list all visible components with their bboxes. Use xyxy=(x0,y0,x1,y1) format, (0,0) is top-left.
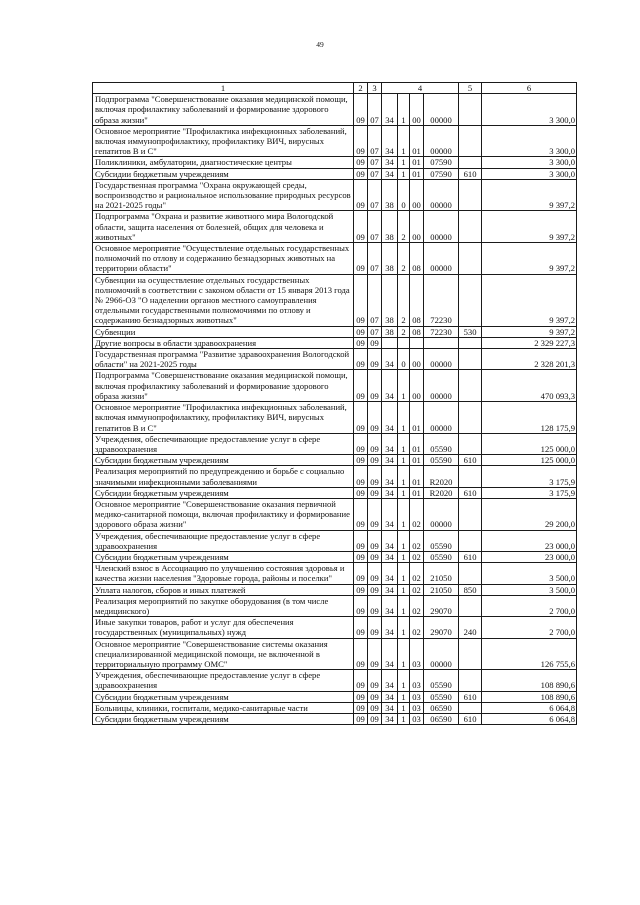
row-activity: 02 xyxy=(410,584,424,595)
row-activity: 00 xyxy=(410,179,424,211)
row-activity: 02 xyxy=(410,530,424,551)
budget-table xyxy=(92,82,577,725)
row-name: Иные закупки товаров, работ и услуг для обеспечения государственных (муниципальных) нужд xyxy=(93,617,354,638)
row-name: Учреждения, обеспечивающие предоставление услуг в сфере здравоохранения xyxy=(93,670,354,691)
row-activity: 08 xyxy=(410,243,424,275)
row-direction: 00000 xyxy=(424,498,459,530)
row-section: 09 xyxy=(354,337,368,348)
row-expense-type xyxy=(459,595,482,616)
row-direction: 00000 xyxy=(424,349,459,370)
row-name: Основное мероприятие "Совершенствование оказания первичной медико-санитарной помощи, включая профилактику и формирование здорового образа жизни" xyxy=(93,498,354,530)
row-program: 34 xyxy=(382,617,398,638)
row-amount: 6 064,8 xyxy=(482,713,577,724)
row-expense-type xyxy=(459,530,482,551)
row-amount: 3 500,0 xyxy=(482,563,577,584)
table-row xyxy=(93,157,577,168)
row-name: Реализация мероприятий по предупреждению и борьбе с социально значимыми инфекционными заболеваниями xyxy=(93,466,354,487)
row-subprogram: 1 xyxy=(398,168,410,179)
row-direction: 72230 xyxy=(424,326,459,337)
row-expense-type: 610 xyxy=(459,487,482,498)
row-name: Членский взнос в Ассоциацию по улучшению состояния здоровья и качества жизни населения "Здоровые города, районы и поселки" xyxy=(93,563,354,584)
row-amount: 108 890,6 xyxy=(482,670,577,691)
row-subprogram: 1 xyxy=(398,638,410,670)
row-section: 09 xyxy=(354,402,368,434)
row-subprogram: 2 xyxy=(398,243,410,275)
table-row xyxy=(93,179,577,211)
row-program: 34 xyxy=(382,94,398,126)
row-amount: 128 175,9 xyxy=(482,402,577,434)
row-subsection: 07 xyxy=(368,157,382,168)
row-subsection: 09 xyxy=(368,551,382,562)
row-program: 38 xyxy=(382,179,398,211)
row-subprogram: 1 xyxy=(398,702,410,713)
row-amount: 2 700,0 xyxy=(482,617,577,638)
row-subprogram: 1 xyxy=(398,563,410,584)
row-subsection: 07 xyxy=(368,125,382,157)
row-subprogram: 1 xyxy=(398,498,410,530)
row-subprogram: 1 xyxy=(398,466,410,487)
row-subprogram: 0 xyxy=(398,179,410,211)
row-subsection: 07 xyxy=(368,168,382,179)
row-section: 09 xyxy=(354,530,368,551)
row-subsection: 07 xyxy=(368,274,382,326)
row-expense-type xyxy=(459,563,482,584)
table-row xyxy=(93,691,577,702)
row-direction: R2020 xyxy=(424,487,459,498)
table-row xyxy=(93,466,577,487)
row-program: 34 xyxy=(382,370,398,402)
row-name: Основное мероприятие "Осуществление отдельных государственных полномочий по отлову и содержанию безнадзорных животных на территории области" xyxy=(93,243,354,275)
row-subprogram: 2 xyxy=(398,274,410,326)
row-name: Подпрограмма "Охрана и развитие животного мира Вологодской области, защита населения от болезней, общих для человека и животных" xyxy=(93,211,354,243)
row-activity: 00 xyxy=(410,370,424,402)
table-row xyxy=(93,595,577,616)
row-subprogram: 1 xyxy=(398,617,410,638)
row-activity: 03 xyxy=(410,638,424,670)
row-expense-type xyxy=(459,402,482,434)
row-expense-type xyxy=(459,179,482,211)
row-program: 34 xyxy=(382,551,398,562)
row-program: 34 xyxy=(382,487,398,498)
row-expense-type: 610 xyxy=(459,551,482,562)
row-activity: 02 xyxy=(410,551,424,562)
row-name: Подпрограмма "Совершенствование оказания медицинской помощи, включая профилактику заболеваний и формирование здорового образа жизни" xyxy=(93,94,354,126)
row-subsection: 09 xyxy=(368,466,382,487)
row-subsection: 09 xyxy=(368,530,382,551)
row-activity: 00 xyxy=(410,211,424,243)
row-program: 38 xyxy=(382,243,398,275)
row-activity: 01 xyxy=(410,402,424,434)
row-program: 34 xyxy=(382,584,398,595)
row-amount: 2 329 227,3 xyxy=(482,337,577,348)
row-expense-type: 610 xyxy=(459,713,482,724)
row-direction: 00000 xyxy=(424,402,459,434)
row-section: 09 xyxy=(354,466,368,487)
row-subprogram: 1 xyxy=(398,713,410,724)
table-row xyxy=(93,702,577,713)
table-row xyxy=(93,617,577,638)
row-program: 34 xyxy=(382,691,398,702)
table-row xyxy=(93,433,577,454)
row-expense-type: 610 xyxy=(459,455,482,466)
row-amount: 9 397,2 xyxy=(482,211,577,243)
row-program: 38 xyxy=(382,326,398,337)
row-subprogram: 1 xyxy=(398,125,410,157)
row-subprogram: 1 xyxy=(398,402,410,434)
table-row xyxy=(93,670,577,691)
row-subsection: 09 xyxy=(368,617,382,638)
row-section: 09 xyxy=(354,243,368,275)
row-direction: 07590 xyxy=(424,168,459,179)
row-section: 09 xyxy=(354,498,368,530)
row-expense-type xyxy=(459,466,482,487)
row-name: Субсидии бюджетным учреждениям xyxy=(93,691,354,702)
row-direction: 05590 xyxy=(424,691,459,702)
row-subsection: 07 xyxy=(368,243,382,275)
row-name: Государственная программа "Развитие здравоохранения Вологодской области" на 2021-2025 годы xyxy=(93,349,354,370)
row-direction: 00000 xyxy=(424,94,459,126)
row-name: Субсидии бюджетным учреждениям xyxy=(93,551,354,562)
row-name: Субсидии бюджетным учреждениям xyxy=(93,487,354,498)
row-program: 38 xyxy=(382,211,398,243)
row-subprogram: 1 xyxy=(398,94,410,126)
row-direction: 00000 xyxy=(424,125,459,157)
row-program: 34 xyxy=(382,125,398,157)
row-name: Государственная программа "Охрана окружающей среды, воспроизводство и рациональное использование природных ресурсов на 2021-2025 годы" xyxy=(93,179,354,211)
row-subsection: 09 xyxy=(368,487,382,498)
row-direction: 05590 xyxy=(424,433,459,454)
table-row xyxy=(93,125,577,157)
table-row xyxy=(93,563,577,584)
row-activity: 00 xyxy=(410,94,424,126)
row-amount: 3 300,0 xyxy=(482,168,577,179)
row-program: 34 xyxy=(382,498,398,530)
row-activity: 02 xyxy=(410,498,424,530)
row-amount: 9 397,2 xyxy=(482,326,577,337)
row-direction: 05590 xyxy=(424,455,459,466)
table-row xyxy=(93,274,577,326)
row-program: 34 xyxy=(382,670,398,691)
row-subprogram xyxy=(398,337,410,348)
row-amount: 470 093,3 xyxy=(482,370,577,402)
row-name: Основное мероприятие "Профилактика инфекционных заболеваний, включая иммунопрофилактику, профилактику ВИЧ, вирусных гепатитов В и С" xyxy=(93,125,354,157)
row-subsection: 09 xyxy=(368,337,382,348)
row-expense-type xyxy=(459,370,482,402)
row-section: 09 xyxy=(354,551,368,562)
row-activity: 01 xyxy=(410,157,424,168)
row-activity: 01 xyxy=(410,487,424,498)
row-name: Подпрограмма "Совершенствование оказания медицинской помощи, включая профилактику заболеваний и формирование здорового образа жизни" xyxy=(93,370,354,402)
row-section: 09 xyxy=(354,326,368,337)
row-activity: 00 xyxy=(410,349,424,370)
row-program: 34 xyxy=(382,168,398,179)
row-subprogram: 1 xyxy=(398,455,410,466)
row-program: 34 xyxy=(382,563,398,584)
row-amount: 6 064,8 xyxy=(482,702,577,713)
row-expense-type xyxy=(459,702,482,713)
row-direction: 72230 xyxy=(424,274,459,326)
row-expense-type xyxy=(459,211,482,243)
table-row xyxy=(93,455,577,466)
row-name: Учреждения, обеспечивающие предоставление услуг в сфере здравоохранения xyxy=(93,530,354,551)
row-amount: 3 300,0 xyxy=(482,125,577,157)
row-direction: 05590 xyxy=(424,551,459,562)
row-subsection: 07 xyxy=(368,211,382,243)
row-amount: 125 000,0 xyxy=(482,433,577,454)
row-subprogram: 1 xyxy=(398,584,410,595)
row-subsection: 09 xyxy=(368,563,382,584)
row-amount: 108 890,6 xyxy=(482,691,577,702)
row-subsection: 09 xyxy=(368,584,382,595)
header-col-5: 5 xyxy=(459,83,482,94)
row-name: Субсидии бюджетным учреждениям xyxy=(93,455,354,466)
table-row xyxy=(93,402,577,434)
row-name: Субвенции xyxy=(93,326,354,337)
row-name: Уплата налогов, сборов и иных платежей xyxy=(93,584,354,595)
table-row xyxy=(93,487,577,498)
row-subprogram: 1 xyxy=(398,670,410,691)
row-amount: 2 700,0 xyxy=(482,595,577,616)
row-expense-type xyxy=(459,243,482,275)
row-program: 34 xyxy=(382,466,398,487)
row-subsection: 09 xyxy=(368,349,382,370)
row-section: 09 xyxy=(354,125,368,157)
row-activity xyxy=(410,337,424,348)
row-direction: 29070 xyxy=(424,617,459,638)
row-section: 09 xyxy=(354,370,368,402)
row-section: 09 xyxy=(354,584,368,595)
row-subprogram: 1 xyxy=(398,595,410,616)
row-subprogram: 1 xyxy=(398,530,410,551)
row-section: 09 xyxy=(354,563,368,584)
row-program: 34 xyxy=(382,638,398,670)
row-activity: 02 xyxy=(410,595,424,616)
row-section: 09 xyxy=(354,455,368,466)
row-direction: R2020 xyxy=(424,466,459,487)
table-row xyxy=(93,94,577,126)
table-row xyxy=(93,326,577,337)
row-activity: 03 xyxy=(410,713,424,724)
row-name: Субсидии бюджетным учреждениям xyxy=(93,713,354,724)
row-expense-type: 850 xyxy=(459,584,482,595)
row-program: 34 xyxy=(382,157,398,168)
row-amount: 9 397,2 xyxy=(482,179,577,211)
row-subsection: 09 xyxy=(368,638,382,670)
row-subsection: 09 xyxy=(368,670,382,691)
row-activity: 01 xyxy=(410,455,424,466)
row-direction: 07590 xyxy=(424,157,459,168)
row-amount: 3 300,0 xyxy=(482,94,577,126)
row-subprogram: 1 xyxy=(398,551,410,562)
row-name: Другие вопросы в области здравоохранения xyxy=(93,337,354,348)
row-program: 34 xyxy=(382,702,398,713)
row-activity: 01 xyxy=(410,125,424,157)
row-amount: 126 755,6 xyxy=(482,638,577,670)
row-direction: 06590 xyxy=(424,713,459,724)
row-section: 09 xyxy=(354,691,368,702)
row-amount: 3 300,0 xyxy=(482,157,577,168)
row-section: 09 xyxy=(354,274,368,326)
row-program: 34 xyxy=(382,595,398,616)
row-subsection: 07 xyxy=(368,94,382,126)
row-amount: 9 397,2 xyxy=(482,243,577,275)
row-activity: 02 xyxy=(410,617,424,638)
row-direction: 00000 xyxy=(424,179,459,211)
row-subprogram: 1 xyxy=(398,487,410,498)
row-expense-type: 610 xyxy=(459,168,482,179)
row-section: 09 xyxy=(354,702,368,713)
row-amount: 23 000,0 xyxy=(482,530,577,551)
row-section: 09 xyxy=(354,713,368,724)
table-row xyxy=(93,551,577,562)
row-expense-type xyxy=(459,498,482,530)
table-row xyxy=(93,243,577,275)
table-row xyxy=(93,584,577,595)
row-activity: 08 xyxy=(410,274,424,326)
row-amount: 3 175,9 xyxy=(482,487,577,498)
row-expense-type xyxy=(459,274,482,326)
row-activity: 08 xyxy=(410,326,424,337)
row-direction: 00000 xyxy=(424,243,459,275)
row-subsection: 07 xyxy=(368,326,382,337)
row-section: 09 xyxy=(354,617,368,638)
table-row xyxy=(93,370,577,402)
row-expense-type xyxy=(459,433,482,454)
row-section: 09 xyxy=(354,595,368,616)
row-name: Поликлиники, амбулатории, диагностические центры xyxy=(93,157,354,168)
row-program: 34 xyxy=(382,433,398,454)
row-name: Больницы, клиники, госпитали, медико-санитарные части xyxy=(93,702,354,713)
row-subsection: 07 xyxy=(368,179,382,211)
row-activity: 03 xyxy=(410,670,424,691)
row-program: 34 xyxy=(382,455,398,466)
table-row xyxy=(93,211,577,243)
row-expense-type xyxy=(459,670,482,691)
row-expense-type xyxy=(459,337,482,348)
row-amount: 3 175,9 xyxy=(482,466,577,487)
row-direction: 06590 xyxy=(424,702,459,713)
row-amount: 2 328 201,3 xyxy=(482,349,577,370)
row-activity: 03 xyxy=(410,691,424,702)
row-expense-type xyxy=(459,125,482,157)
header-row xyxy=(93,83,577,94)
table-row xyxy=(93,337,577,348)
row-direction: 00000 xyxy=(424,638,459,670)
row-subsection: 09 xyxy=(368,498,382,530)
row-expense-type xyxy=(459,94,482,126)
header-col-1: 1 xyxy=(93,83,354,94)
row-direction: 21050 xyxy=(424,584,459,595)
row-section: 09 xyxy=(354,94,368,126)
row-subsection: 09 xyxy=(368,402,382,434)
row-amount: 29 200,0 xyxy=(482,498,577,530)
row-subsection: 09 xyxy=(368,702,382,713)
row-program: 34 xyxy=(382,349,398,370)
row-subsection: 09 xyxy=(368,455,382,466)
row-expense-type xyxy=(459,349,482,370)
row-expense-type: 240 xyxy=(459,617,482,638)
row-name: Субсидии бюджетным учреждениям xyxy=(93,168,354,179)
row-subprogram: 1 xyxy=(398,691,410,702)
row-amount: 3 500,0 xyxy=(482,584,577,595)
row-program: 38 xyxy=(382,274,398,326)
row-amount: 23 000,0 xyxy=(482,551,577,562)
row-name: Основное мероприятие "Профилактика инфекционных заболеваний, включая иммунопрофилактику, профилактику ВИЧ, вирусных гепатитов В и С" xyxy=(93,402,354,434)
row-program: 34 xyxy=(382,402,398,434)
row-name: Реализация мероприятий по закупке оборудования (в том числе медицинского) xyxy=(93,595,354,616)
row-direction: 21050 xyxy=(424,563,459,584)
row-direction: 00000 xyxy=(424,370,459,402)
row-activity: 03 xyxy=(410,702,424,713)
row-program: 34 xyxy=(382,530,398,551)
table-row xyxy=(93,349,577,370)
row-subsection: 09 xyxy=(368,595,382,616)
row-section: 09 xyxy=(354,211,368,243)
row-subprogram: 2 xyxy=(398,211,410,243)
row-direction: 29070 xyxy=(424,595,459,616)
row-subprogram: 0 xyxy=(398,349,410,370)
row-program: 34 xyxy=(382,713,398,724)
table-row xyxy=(93,713,577,724)
row-direction: 05590 xyxy=(424,670,459,691)
row-amount: 9 397,2 xyxy=(482,274,577,326)
row-activity: 01 xyxy=(410,168,424,179)
page-number: 49 xyxy=(316,40,324,49)
row-activity: 01 xyxy=(410,466,424,487)
row-subprogram: 1 xyxy=(398,370,410,402)
row-subprogram: 1 xyxy=(398,433,410,454)
row-direction: 05590 xyxy=(424,530,459,551)
row-section: 09 xyxy=(354,168,368,179)
row-section: 09 xyxy=(354,433,368,454)
row-subsection: 09 xyxy=(368,433,382,454)
row-subprogram: 1 xyxy=(398,157,410,168)
header-col-6: 6 xyxy=(482,83,577,94)
row-expense-type xyxy=(459,157,482,168)
row-section: 09 xyxy=(354,179,368,211)
table-row xyxy=(93,638,577,670)
row-subsection: 09 xyxy=(368,691,382,702)
row-name: Учреждения, обеспечивающие предоставление услуг в сфере здравоохранения xyxy=(93,433,354,454)
header-col-3: 3 xyxy=(368,83,382,94)
row-direction xyxy=(424,337,459,348)
row-section: 09 xyxy=(354,638,368,670)
table-row xyxy=(93,498,577,530)
row-program xyxy=(382,337,398,348)
header-col-2: 2 xyxy=(354,83,368,94)
row-name: Субвенции на осуществление отдельных государственных полномочий в соответствии с законом области от 15 января 2013 года № 2966-ОЗ "О наделении органов местного самоуправления отдельными государственными полномочиями по отлову и содержанию безнадзорных животных" xyxy=(93,274,354,326)
row-expense-type: 610 xyxy=(459,691,482,702)
header-col-4: 4 xyxy=(382,83,459,94)
row-section: 09 xyxy=(354,157,368,168)
row-activity: 01 xyxy=(410,433,424,454)
row-name: Основное мероприятие "Совершенствование системы оказания специализированной медицинской помощи, не включенной в территориальную программу ОМС" xyxy=(93,638,354,670)
row-expense-type: 530 xyxy=(459,326,482,337)
row-expense-type xyxy=(459,638,482,670)
row-direction: 00000 xyxy=(424,211,459,243)
row-section: 09 xyxy=(354,670,368,691)
table-row xyxy=(93,530,577,551)
row-subsection: 09 xyxy=(368,713,382,724)
row-subprogram: 2 xyxy=(398,326,410,337)
row-amount: 125 000,0 xyxy=(482,455,577,466)
table-row xyxy=(93,168,577,179)
row-activity: 02 xyxy=(410,563,424,584)
row-subsection: 09 xyxy=(368,370,382,402)
row-section: 09 xyxy=(354,349,368,370)
row-section: 09 xyxy=(354,487,368,498)
